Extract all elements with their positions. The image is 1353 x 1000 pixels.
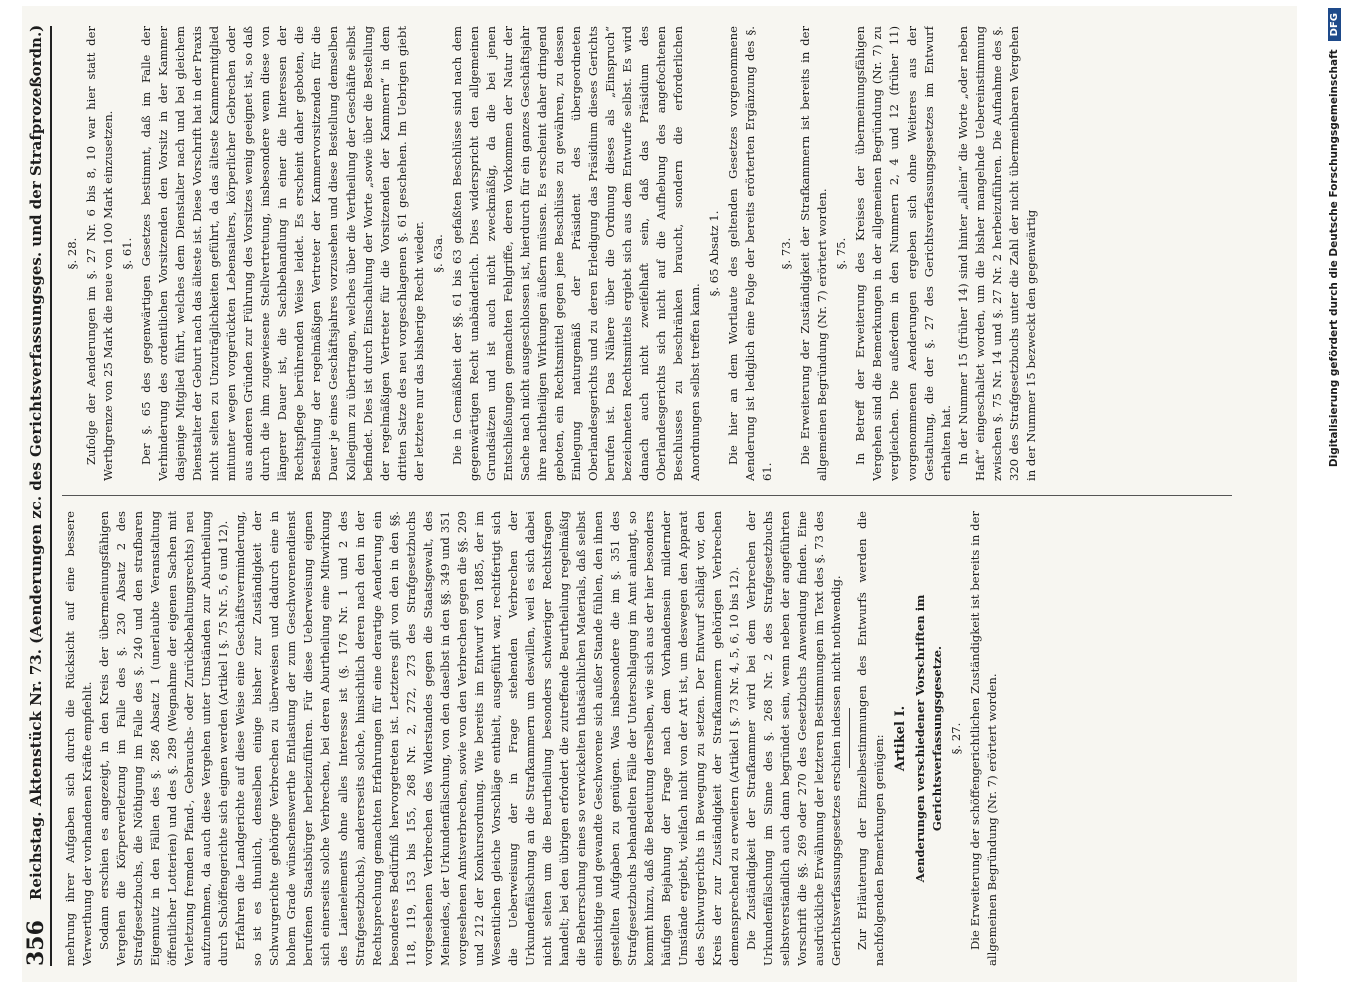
section-heading: §. 27. — [948, 722, 963, 755]
article-heading: Artikel I. — [892, 705, 908, 772]
section-divider — [849, 709, 850, 769]
running-title: Reichstag. Aktenstück Nr. 73. (Aenderungen zc. des Gerichtsverfassungsges. und der Strafprozeßordn.) — [27, 24, 45, 901]
left-column — [62, 511, 1232, 966]
paragraph: Die in Gemäßheit der §§. 61 bis 63 gefaßten Beschlüsse sind nach dem gegenwärtigen Recht unabänderlich. Dies widerspricht den allgemeinen Grundsätzen und ist auch nicht zweckmäßig, da die bei jenen Entschließungen gemachten Fehlgriffe, deren Vorkommen der Natur der Sache nach nicht ausgeschlossen ist, hierdurch für ein ganzes Geschäftsjahr ihre nachtheiligen Wirkungen äußern müssen. Es erscheint daher dringend geboten, ein Rechtsmittel gegen jene Beschlüsse zu gewähren, zu dessen Einlegung naturgemäß der Präsident des übergeordneten Oberlandesgerichts und zu deren Erledigung das Präsidium dieses Gerichts berufen ist. Das Nähere über die Ordnung dieses als „Einspruch“ bezeichneten Rechtsmittels ergiebt sich aus dem Entwurfe selbst. Es wird danach auch nicht zweifelhaft sein, daß das Präsidium des Oberlandesgerichts sich nicht auf die Aufhebung des angefochtenen Beschlusses zu beschränken braucht, sondern die erforderlichen Anordnungen selbst treffen kann. — [449, 26, 703, 481]
digitization-credit-strip — [1318, 8, 1346, 998]
paragraph: Die hier an dem Wortlaute des geltenden Gesetzes vorgenommene Aenderung ist lediglich eine Folge der bereits erörterten Ergänzung des §. 61. — [726, 26, 775, 481]
paragraph: Erfahren die Landgerichte auf diese Weise eine Geschäftsverminderung, so ist es thunlich, denselben einige bisher zur Zuständigkeit der Schwurgerichte gehörige Verbrechen zu überweisen und dadurch eine in hohem Grade wünschenswerthe Entlastung der zum Geschworenendienst berufenen Staatsbürger herbeizuführen. Für diese Ueberweisung eignen sich einerseits solche Verbrechen, bei deren Aburtheilung eine Mitwirkung des Laienelements ohne alles Interesse ist (§. 176 Nr. 1 und 2 des Strafgesetzbuchs), andererseits solche, hinsichtlich deren nach den in der Rechtsprechung gemachten Erfahrungen für eine derartige Aenderung ein besonderes Bedürfniß hervorgetreten ist. Letzteres gilt von den in den §§. 118, 119, 153 bis 155, 268 Nr. 2, 272, 273 des Strafgesetzbuchs vorgesehenen Verbrechen des Widerstandes gegen die Staatsgewalt, des Meineides, der Urkundenfälschung, von den daselbst in den §§. 349 und 351 vorgesehenen Amtsverbrechen, sowie von den Verbrechen gegen die §§. 209 und 212 der Konkursordnung. Wie bereits im Entwurf von 1885, der im Wesentlichen gleiche Vorschläge enthielt, ausgeführt war, rechtfertigt sich die Ueberweisung der in Frage stehenden Verbrechen der Urkundenfälschung an die Strafkammern um deswillen, weil es sich dabei nicht selten um die Beurtheilung besonders schwieriger Rechtsfragen handelt; bei den übrigen erfordert die zutreffende Beurtheilung regelmäßig die Beherrschung eines so verwickelten thatsächlichen Materials, daß selbst einsichtige und gewandte Geschworene sich außer Stande fühlen, den ihnen gestellten Aufgaben zu genügen. Was insbesondere die im §. 351 des Strafgesetzbuchs behandelten Fälle der Unterschlagung im Amt anlangt, so kommt hinzu, daß die Bedeutung derselben, wie sich aus der hier besonders häufigen Bejahung der Frage nach dem Vorhandensein mildernder Umstände ergiebt, vielfach nicht von der Art ist, um deswegen den Apparat des Schwurgerichts in Bewegung zu setzen. Der Entwurf schlägt vor, den Kreis der zur Zuständigkeit der Strafkammern gehörigen Verbrechen demensprechend zu erweitern (Artikel I §. 73 Nr. 4, 5, 6, 10 bis 12). — [233, 511, 742, 966]
paragraph: Die Erweiterung der schöffengerichtlichen Zuständigkeit ist bereits in der allgemeinen Begründung (Nr. 7) erörtert worden. — [967, 511, 999, 966]
dfg-logo: DFG — [1328, 8, 1341, 41]
credit-text: Digitalisierung gefördert durch die Deutsche Forschungsgemeinschaft — [1328, 49, 1340, 468]
paragraph: Zur Erläuterung der Einzelbestimmungen des Entwurfs werden die nachfolgenden Bemerkungen genügen: — [855, 511, 887, 966]
section-heading: §. 65 Absatz 1. — [707, 210, 722, 297]
paragraph: Die Erweiterung der Zuständigkeit der Strafkammern ist bereits in der allgemeinen Begründung (Nr. 7) erörtert worden. — [798, 26, 830, 481]
paragraph: mehrung ihrer Aufgaben sich durch die Rücksicht auf eine bessere Verwerthung der vorhandenen Kräfte empfiehlt. — [63, 511, 95, 966]
paragraph: Sodann erschien es angezeigt, in den Kreis der übermeinungsfähigen Vergehen die Körperverletzung im Falle des §. 230 Absatz 2 des Strafgesetzbuchs, die Nöthigung im Falle des §. 240 und den strafbaren Eigennutz in den Fällen des §. 286 Absatz 1 (unerlaubte Veranstaltung öffentlicher Lotterien) und des §. 289 (Wegnahme der eigenen Sachen mit Verletzung fremden Pfand-, Gebrauchs- oder Zurückbehaltungsrechts) neu aufzunehmen, da auch diese Vergehen unter Umständen zur Aburtheilung durch Schöffengerichte sich eignen werden (Artikel I §. 75 Nr. 5, 6 und 12). — [97, 511, 231, 966]
page-number: 356 — [23, 920, 49, 966]
paragraph: Zufolge der Aenderungen im §. 27 Nr. 6 bis 8, 10 war hier statt der Werthgrenze von 25 Mark die neue von 100 Mark einzusetzen. — [84, 26, 116, 481]
page-header — [22, 26, 52, 966]
section-heading: §. 75. — [834, 237, 849, 270]
paragraph: Die Zuständigkeit der Strafkammer wird bei dem Verbrechen der Urkundenfälschung im Sinne des §. 268 Nr. 2 des Strafgesetzbuchs selbstverständlich auch dann begründet sein, wenn neben der angeführten Vorschrift die §§. 269 oder 270 des Gesetzbuchs Anwendung finden. Eine ausdrückliche Erwähnung der letzteren Bestimmungen im Text des §. 73 des Gerichtsverfassungsgesetzes erschien indessen nicht nothwendig. — [744, 511, 844, 966]
paragraph: In Betreff der Erweiterung des Kreises der übermeinungsfähigen Vergehen sind die Bemerkungen in der allgemeinen Begründung (Nr. 7) zu vergleichen. Die außerdem in den Nummern 2, 4 und 12 (früher 11) vorgenommenen Aenderungen ergeben sich ohne Weiteres aus der Gestaltung, die der §. 27 des Gerichtsverfassungsgesetzes im Entwurf erhalten hat. — [853, 26, 953, 481]
section-heading: §. 61. — [120, 237, 135, 270]
section-heading: §. 63a. — [430, 234, 445, 273]
rotated-document-page — [22, 6, 1242, 966]
section-heading: §. 28. — [65, 237, 79, 270]
article-subheading: Aenderungen verschiedener Vorschriften im Gerichtsverfassungsgesetze. — [912, 594, 944, 883]
section-heading: §. 73. — [779, 237, 794, 270]
paragraph: In der Nummer 15 (früher 14) sind hinter „allein“ die Worte „oder neben Haft“ eingeschaltet worden, um die bisher mangelnde Uebereinstimmung zwischen §. 75 Nr. 14 und §. 27 Nr. 2 herbeizuführen. Die Aufnahme des §. 320 des Strafgesetzbuchs unter die Zahl der nicht übermeinbaren Vergehen in der Nummer 15 bezweckt den gegenwärtig — [955, 26, 1038, 481]
column-divider — [62, 495, 1232, 496]
paragraph: Der §. 65 des gegenwärtigen Gesetzes bestimmt, daß im Falle der Verhinderung des ordentlichen Vorsitzenden den Vorsitz in der Kammer dasjenige Mitglied führt, welches dem Dienstalter nach und bei gleichem Dienstalter der Geburt nach das älteste ist. Diese Vorschrift hat in der Praxis nicht selten zu Unzuträglichkeiten geführt, da das älteste Kammermitglied mitunter wegen vorgerückten Lebensalters, körperlicher Gebrechen oder aus anderen Gründen zur Führung des Vorsitzes wenig geeignet ist, so daß durch die ihm zugewiesene Stellvertretung, insbesondere wenn diese von längerer Dauer ist, die Sachbehandlung in einer die Interessen der Rechtspflege berührenden Weise leidet. Es erscheint daher geboten, die Bestellung der regelmäßigen Vertreter der Kammervorsitzenden für die Dauer je eines Geschäftsjahres vorzusehen und diese Bestellung demselben Kollegium zu übertragen, welches über die Vertheilung der Geschäfte selbst befindet. Dies ist durch Einschaltung der Worte „sowie über die Bestellung der regelmäßigen Vertreter für die Vorsitzenden der Kammern“ in dem dritten Satze des neu vorgeschlagenen §. 61 geschehen. Im Uebrigen giebt der letztere nur das bisherige Recht wieder. — [139, 26, 426, 481]
right-column — [62, 26, 1232, 481]
digitization-credit — [1322, 8, 1346, 988]
